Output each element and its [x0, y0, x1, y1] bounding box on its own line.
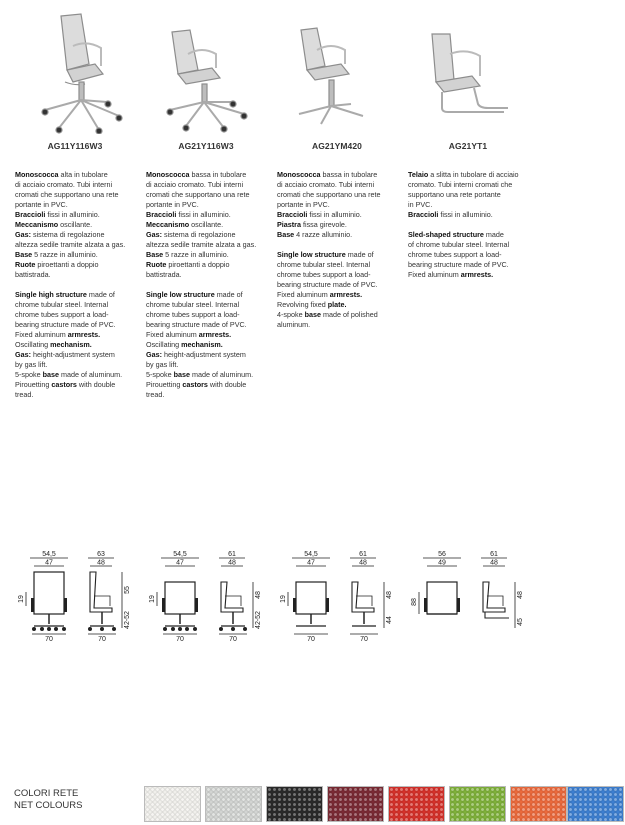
armrest-side	[225, 596, 241, 606]
dimension-label: 48	[517, 591, 524, 599]
description-text: Piastra	[277, 220, 301, 229]
description-text: sistema di regolazione	[30, 230, 105, 239]
description-text: alta in tubolare	[58, 170, 108, 179]
dimension-label: 45	[517, 618, 524, 626]
dimension-label: 47	[307, 559, 315, 567]
dimension-label: 19	[18, 595, 25, 603]
product-description	[408, 170, 530, 280]
description-text: tread.	[146, 390, 165, 399]
dimension-label: 54,5	[42, 551, 56, 558]
dimension-label: 19	[149, 595, 156, 603]
description-italian	[408, 170, 530, 220]
description-text: chrome tubular steel. Internal	[277, 260, 371, 269]
castor-mark	[171, 627, 175, 631]
castor-mark	[231, 627, 235, 631]
high-back-swivel-chair-image	[15, 4, 135, 134]
dimension-label: 70	[45, 636, 53, 643]
swatch-red	[388, 786, 445, 822]
description-text: Pirouetting	[146, 380, 183, 389]
description-text: chrome tubes support a load-	[146, 310, 240, 319]
castor-mark	[47, 627, 51, 631]
dimension-drawing-3	[278, 544, 408, 644]
net-colours-title-en: NET COLOURS	[14, 800, 83, 811]
description-text: Fixed aluminum	[15, 330, 68, 339]
description-text: made of aluminum.	[58, 370, 123, 379]
description-text: Ruote	[146, 260, 167, 269]
description-text: piroettanti a doppio	[35, 260, 99, 269]
swatch-bordeaux	[327, 786, 384, 822]
description-text: portante in PVC.	[277, 200, 330, 209]
description-text: Oscillating	[15, 340, 51, 349]
dimension-label: 54,5	[304, 551, 318, 558]
armrest-mark	[31, 598, 34, 612]
product-description	[146, 170, 268, 400]
description-text: bassa in tubolare	[320, 170, 378, 179]
description-text: base	[42, 370, 59, 379]
description-text: cromati che supportano una rete	[146, 190, 250, 199]
armrest-side	[487, 596, 503, 606]
castor-mark	[100, 627, 104, 631]
description-text: 5 razze in alluminio.	[163, 250, 229, 259]
description-text: Telaio	[408, 170, 429, 179]
swatch-black	[266, 786, 323, 822]
product-code: AG21YT1	[448, 141, 488, 151]
castor-mark	[62, 627, 66, 631]
castor-mark	[219, 627, 223, 631]
description-text: fissi in alluminio.	[45, 210, 100, 219]
description-text: chrome tubular steel. Internal	[146, 300, 240, 309]
description-english	[408, 230, 530, 280]
armrest-mark	[326, 598, 329, 612]
description-text: Meccanismo	[146, 220, 190, 229]
description-text: battistrada.	[146, 270, 182, 279]
description-text: portante in PVC.	[146, 200, 199, 209]
description-text: Pirouetting	[15, 380, 52, 389]
description-text: chrome tubes support a load-	[277, 270, 371, 279]
sled-base	[485, 612, 509, 618]
description-text: sistema di regolazione	[161, 230, 236, 239]
description-text: cromato. Tubi interni cromati che	[408, 180, 513, 189]
dimension-label: 47	[45, 559, 53, 567]
net-colours-title	[14, 788, 82, 812]
dimension-label: 48	[490, 559, 498, 567]
description-text: Meccanismo	[15, 220, 59, 229]
description-text: cromati che supportano una rete	[15, 190, 119, 199]
armrest-mark	[195, 598, 198, 612]
description-text: Sled-shaped structure	[408, 230, 484, 239]
dimension-label: 48	[359, 559, 367, 567]
description-text: portante in PVC.	[15, 200, 68, 209]
description-text: di acciaio cromato. Tubi interni	[146, 180, 244, 189]
product-code: AG11Y116W3	[47, 141, 103, 151]
description-text: chrome tubes support a load-	[15, 310, 109, 319]
description-text: Gas:	[146, 350, 162, 359]
swatch-orange	[510, 786, 567, 822]
dimension-label: 88	[411, 598, 418, 606]
description-text: Base	[277, 230, 295, 239]
armrest-mark	[457, 598, 460, 612]
description-text: fissi in alluminio.	[438, 210, 493, 219]
chair-front-outline	[427, 582, 457, 614]
castor-mark	[163, 627, 167, 631]
product-description	[277, 170, 399, 330]
description-text: made of	[214, 290, 243, 299]
description-text: base	[173, 370, 190, 379]
chair-front-outline	[34, 572, 64, 614]
description-text: Gas:	[15, 230, 31, 239]
armrest-side	[94, 596, 110, 606]
description-text: plate.	[327, 300, 347, 309]
description-text: armrests.	[460, 270, 494, 279]
description-text: Single low structure	[146, 290, 215, 299]
description-text: Single high structure	[15, 290, 87, 299]
product-code: AG21YM420	[311, 141, 363, 151]
armrest-mark	[293, 598, 296, 612]
dimension-drawing-1	[16, 544, 146, 644]
description-text: tread.	[15, 390, 34, 399]
description-text: di acciaio cromato. Tubi interni	[277, 180, 375, 189]
castor-mark	[178, 627, 182, 631]
description-text: chrome tubes support a load-	[408, 250, 502, 259]
description-text: mechanism.	[181, 340, 223, 349]
description-text: 5-spoke	[146, 370, 174, 379]
description-text: made of	[345, 250, 374, 259]
description-italian	[15, 170, 137, 280]
description-text: mechanism.	[50, 340, 92, 349]
description-text: height-adjustment system	[161, 350, 246, 359]
dimension-label: 44	[386, 616, 393, 624]
dimension-drawing-2	[147, 544, 277, 644]
description-text: Braccioli	[146, 210, 177, 219]
description-text: fissi in alluminio.	[176, 210, 231, 219]
dimension-label: 70	[176, 636, 184, 643]
castor-mark	[32, 627, 36, 631]
description-text: fissi in alluminio.	[307, 210, 362, 219]
chair-side-outline	[90, 572, 112, 612]
description-text: cromati che supportano una rete	[277, 190, 381, 199]
description-text: di acciaio cromato. Tubi interni	[15, 180, 113, 189]
description-text: in PVC.	[408, 200, 433, 209]
description-text: bearing structure made of PVC.	[277, 280, 378, 289]
dimension-label: 19	[280, 595, 287, 603]
dimension-label: 48	[97, 559, 105, 567]
sled-base-chair-image	[408, 4, 528, 134]
description-text: 4 razze alluminio.	[294, 230, 353, 239]
dimension-label: 70	[98, 636, 106, 643]
description-text: Base	[15, 250, 33, 259]
dimension-label: 54,5	[173, 551, 187, 558]
castor-mark	[185, 627, 189, 631]
castor-mark	[243, 627, 247, 631]
chair-side-outline	[483, 582, 505, 612]
description-text: battistrada.	[15, 270, 51, 279]
description-text: Monoscocca	[146, 170, 190, 179]
description-text: made of polished	[320, 310, 378, 319]
dimension-label: 70	[229, 636, 237, 643]
low-back-swivel-chair-image	[146, 4, 266, 134]
castor-mark	[40, 627, 44, 631]
description-text: by gas lift.	[146, 360, 179, 369]
dimension-label: 61	[228, 551, 236, 558]
description-english	[277, 250, 399, 330]
description-text: Oscillating	[146, 340, 182, 349]
description-text: Monoscocca	[15, 170, 59, 179]
description-text: castors	[51, 380, 77, 389]
description-text: Monoscocca	[277, 170, 321, 179]
description-text: Single low structure	[277, 250, 346, 259]
description-text: Fixed aluminum	[277, 290, 330, 299]
chair-side-outline	[352, 582, 374, 612]
dimension-label: 42-52	[124, 611, 131, 629]
description-text: Fixed aluminum	[146, 330, 199, 339]
description-text: 5 razze in alluminio.	[32, 250, 98, 259]
description-text: base	[304, 310, 321, 319]
description-english	[15, 290, 137, 400]
swatch-green	[449, 786, 506, 822]
chair-front-outline	[165, 582, 195, 614]
description-text: oscillante.	[58, 220, 93, 229]
chair-side-outline	[221, 582, 243, 612]
description-text: made of aluminum.	[189, 370, 254, 379]
dimension-drawing-4	[409, 544, 539, 644]
description-text: by gas lift.	[15, 360, 48, 369]
description-text: altezza sedile tramite alzata a gas.	[15, 240, 126, 249]
description-text: oscillante.	[189, 220, 224, 229]
description-text: Gas:	[15, 350, 31, 359]
dimension-label: 70	[307, 636, 315, 643]
description-text: Braccioli	[15, 210, 46, 219]
dimension-label: 70	[360, 636, 368, 643]
description-text: chrome tubular steel. Internal	[15, 300, 109, 309]
swatch-blue	[567, 786, 624, 822]
armrest-mark	[64, 598, 67, 612]
product-code: AG21Y116W3	[178, 141, 234, 151]
castor-mark	[112, 627, 116, 631]
swatch-light-grey	[205, 786, 262, 822]
castor-mark	[88, 627, 92, 631]
description-text: of chrome tubular steel. Internal	[408, 240, 510, 249]
description-text: bearing structure made of PVC.	[15, 320, 116, 329]
dimension-label: 47	[176, 559, 184, 567]
description-text: Fixed aluminum	[408, 270, 461, 279]
dimension-label: 61	[359, 551, 367, 558]
dimension-label: 56	[438, 551, 446, 558]
description-text: Revolving fixed	[277, 300, 328, 309]
armrest-side	[356, 596, 372, 606]
dimension-label: 42-52	[255, 611, 262, 629]
four-spoke-fixed-chair-image	[277, 4, 397, 134]
description-text: altezza sedile tramite alzata a gas.	[146, 240, 257, 249]
net-colours-title-it: COLORI RETE	[14, 788, 79, 799]
description-italian	[277, 170, 399, 240]
description-text: supportano una rete portante	[408, 190, 501, 199]
description-text: Braccioli	[408, 210, 439, 219]
dimension-label: 48	[255, 591, 262, 599]
description-text: Base	[146, 250, 164, 259]
description-text: bassa in tubolare	[189, 170, 247, 179]
description-text: aluminum.	[277, 320, 311, 329]
product-description	[15, 170, 137, 400]
castor-mark	[54, 627, 58, 631]
description-text: made of	[86, 290, 115, 299]
description-text: height-adjustment system	[30, 350, 115, 359]
description-text: 4-spoke	[277, 310, 305, 319]
description-text: fissa girevole.	[300, 220, 347, 229]
description-text: armrests.	[198, 330, 232, 339]
dimension-label: 55	[124, 586, 131, 594]
dimension-label: 49	[438, 559, 446, 567]
description-text: Gas:	[146, 230, 162, 239]
description-text: bearing structure made of PVC.	[408, 260, 509, 269]
castor-mark	[193, 627, 197, 631]
description-english	[146, 290, 268, 400]
description-italian	[146, 170, 268, 280]
description-text: Ruote	[15, 260, 36, 269]
dimension-label: 63	[97, 551, 105, 558]
dimension-label: 48	[386, 591, 393, 599]
description-text: with double	[207, 380, 247, 389]
description-text: armrests.	[67, 330, 101, 339]
description-text: castors	[182, 380, 208, 389]
description-text: armrests.	[329, 290, 363, 299]
armrest-mark	[424, 598, 427, 612]
description-text: a slitta in tubolare di acciaio	[428, 170, 519, 179]
chair-front-outline	[296, 582, 326, 614]
swatch-white	[144, 786, 201, 822]
description-text: piroettanti a doppio	[166, 260, 230, 269]
description-text: made	[483, 230, 504, 239]
description-text: Braccioli	[277, 210, 308, 219]
description-text: 5-spoke	[15, 370, 43, 379]
description-text: bearing structure made of PVC.	[146, 320, 247, 329]
dimension-label: 48	[228, 559, 236, 567]
armrest-mark	[162, 598, 165, 612]
dimension-label: 61	[490, 551, 498, 558]
description-text: with double	[76, 380, 116, 389]
